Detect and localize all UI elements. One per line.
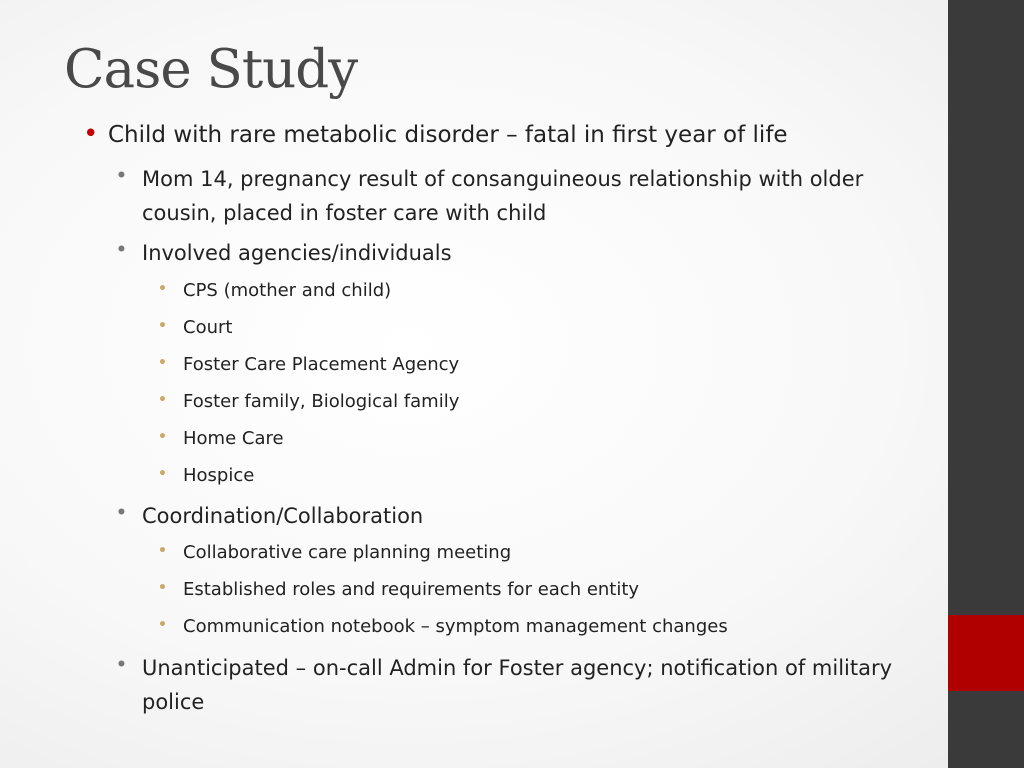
bullet-marker: • (158, 281, 167, 297)
slide-title: Case Study (64, 39, 358, 100)
bullet-marker: • (158, 392, 167, 408)
bullet-marker: • (158, 355, 167, 371)
bullet-level-3: Communication notebook – symptom management changes (183, 616, 728, 637)
bullet-level-3: Hospice (183, 465, 255, 486)
bullet-marker: • (158, 318, 167, 334)
bullet-marker: • (116, 240, 127, 260)
bullet-marker: • (116, 655, 127, 675)
bullet-marker: • (116, 503, 127, 523)
bullet-level-2: Involved agencies/individuals (142, 241, 452, 265)
bullet-level-2: Unanticipated – on-call Admin for Foster agency; notification of military police (142, 656, 893, 714)
bullet-level-3: Established roles and requirements for each entity (183, 579, 640, 600)
bullet-level-2: Mom 14, pregnancy result of consanguineous relationship with older cousin, placed in foster care with child (142, 167, 864, 225)
bullet-level-3: Home Care (183, 428, 284, 449)
bullet-marker: • (116, 166, 127, 186)
bullet-level-3: Court (183, 317, 233, 338)
bullet-level-3: Foster Care Placement Agency (183, 354, 460, 375)
bullet-level-3: Collaborative care planning meeting (183, 542, 512, 563)
bullet-level-3: Foster family, Biological family (183, 391, 460, 412)
bullet-marker: • (84, 121, 98, 145)
sidebar-bar (948, 0, 1024, 768)
bullet-level-2: Coordination/Collaboration (142, 504, 424, 528)
bullet-level-3: CPS (mother and child) (183, 280, 392, 301)
bullet-marker: • (158, 466, 167, 482)
bullet-level-1: Child with rare metabolic disorder – fatal in first year of life (108, 122, 788, 148)
accent-block (948, 615, 1024, 691)
bullet-marker: • (158, 429, 167, 445)
bullet-marker: • (158, 543, 167, 559)
bullet-marker: • (158, 617, 167, 633)
bullet-marker: • (158, 580, 167, 596)
